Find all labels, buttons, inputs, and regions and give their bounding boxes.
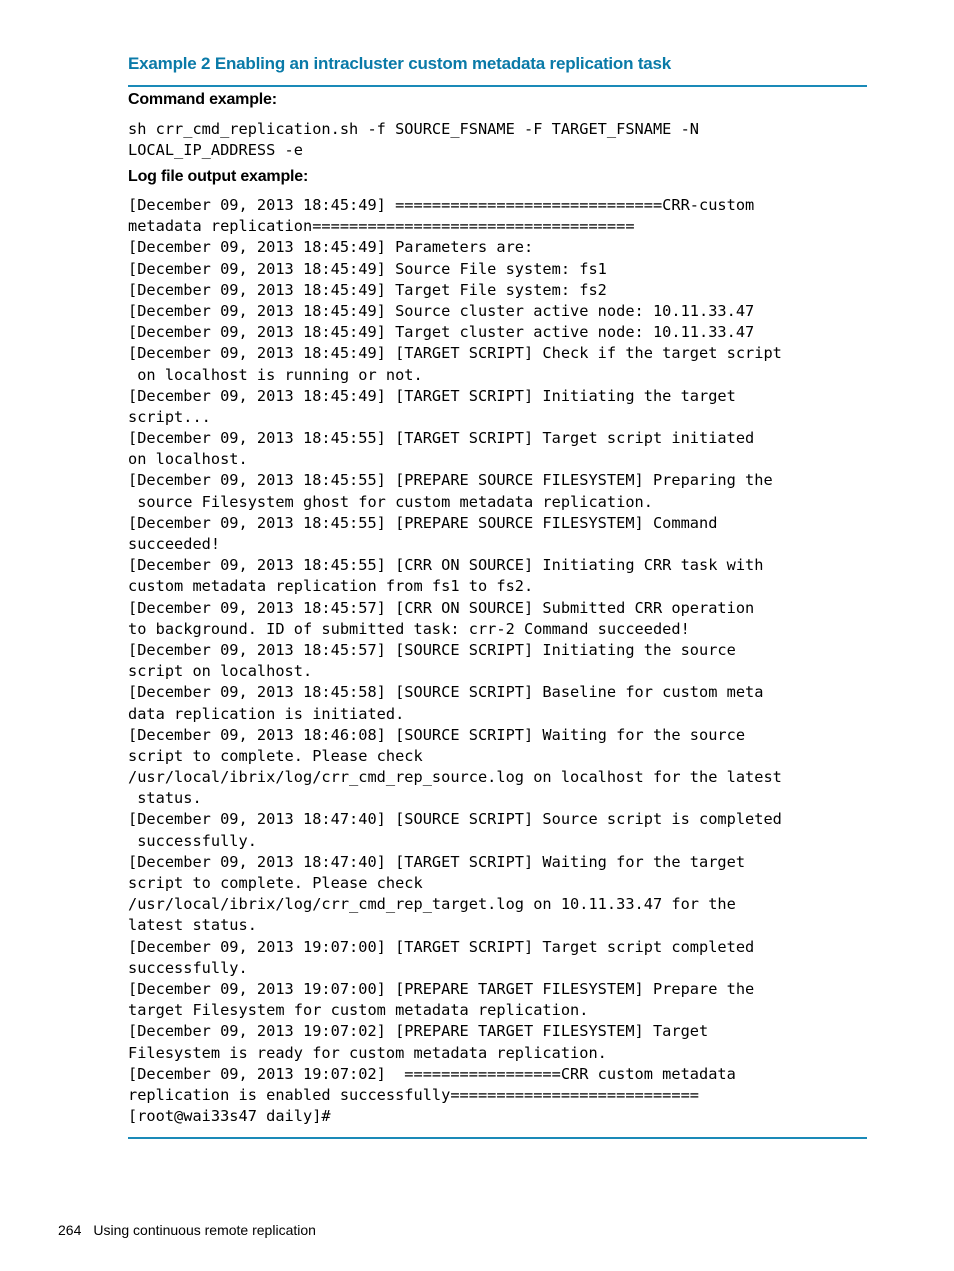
log-line: successfully. xyxy=(128,831,257,850)
log-line: [December 09, 2013 19:07:02] =================CRR custom metadata xyxy=(128,1064,736,1083)
log-line: [December 09, 2013 18:45:49] [TARGET SCRIPT] Initiating the target xyxy=(128,386,736,405)
log-line: to background. ID of submitted task: crr-2 Command succeeded! xyxy=(128,619,690,638)
log-line: latest status. xyxy=(128,916,257,935)
log-line: [December 09, 2013 19:07:00] [TARGET SCRIPT] Target script completed xyxy=(128,937,755,956)
log-line: [root@wai33s47 daily]# xyxy=(128,1107,331,1126)
log-line: on localhost is running or not. xyxy=(128,365,423,384)
command-example-label: Command example: xyxy=(128,91,277,108)
log-line: successfully. xyxy=(128,958,248,977)
log-line: [December 09, 2013 18:45:57] [SOURCE SCRIPT] Initiating the source xyxy=(128,640,736,659)
example-title: Example 2 Enabling an intracluster custom metadata replication task xyxy=(128,54,672,73)
log-line: succeeded! xyxy=(128,535,221,553)
page-number: 264 xyxy=(58,1222,82,1238)
log-line: [December 09, 2013 18:45:49] [TARGET SCRIPT] Check if the target script xyxy=(128,344,782,363)
log-line: [December 09, 2013 18:45:49] Source File system: fs1 xyxy=(128,259,607,278)
log-line: replication is enabled successfully=========================== xyxy=(128,1085,699,1104)
log-output-label: Log file output example: xyxy=(128,168,309,185)
log-line: custom metadata replication from fs1 to fs2. xyxy=(128,577,534,596)
log-line: status. xyxy=(128,789,202,808)
log-line: script... xyxy=(128,407,211,426)
page-footer xyxy=(58,1222,316,1238)
log-line: [December 09, 2013 18:45:49] Source cluster active node: 10.11.33.47 xyxy=(128,301,755,320)
log-line: script on localhost. xyxy=(128,662,313,681)
command-line: LOCAL_IP_ADDRESS -e xyxy=(128,141,303,160)
log-line: on localhost. xyxy=(128,450,248,469)
log-line: [December 09, 2013 18:45:55] [CRR ON SOURCE] Initiating CRR task with xyxy=(128,556,764,575)
log-line: [December 09, 2013 19:07:02] [PREPARE TARGET FILESYSTEM] Target xyxy=(128,1022,709,1041)
log-line: [December 09, 2013 18:46:08] [SOURCE SCRIPT] Waiting for the source xyxy=(128,725,746,744)
log-line: [December 09, 2013 18:47:40] [TARGET SCRIPT] Waiting for the target xyxy=(128,852,746,871)
log-line: [December 09, 2013 18:45:58] [SOURCE SCRIPT] Baseline for custom meta xyxy=(128,683,764,702)
log-line: source Filesystem ghost for custom metadata replication. xyxy=(128,492,653,511)
log-line: [December 09, 2013 18:45:57] [CRR ON SOURCE] Submitted CRR operation xyxy=(128,598,755,617)
footer-section-title: Using continuous remote replication xyxy=(93,1222,316,1238)
command-code-block xyxy=(128,119,873,161)
log-output-block xyxy=(128,195,873,1127)
log-line: [December 09, 2013 18:45:55] [TARGET SCRIPT] Target script initiated xyxy=(128,429,755,448)
log-line: /usr/local/ibrix/log/crr_cmd_rep_source.log on localhost for the latest xyxy=(128,768,782,787)
log-line: [December 09, 2013 19:07:00] [PREPARE TARGET FILESYSTEM] Prepare the xyxy=(128,979,755,998)
command-line: sh crr_cmd_replication.sh -f SOURCE_FSNAME -F TARGET_FSNAME -N xyxy=(128,120,699,138)
log-line: [December 09, 2013 18:45:55] [PREPARE SOURCE FILESYSTEM] Command xyxy=(128,513,718,532)
log-line: [December 09, 2013 18:45:49] Parameters are: xyxy=(128,238,534,257)
log-line: script to complete. Please check xyxy=(128,746,423,765)
log-line: [December 09, 2013 18:45:49] Target cluster active node: 10.11.33.47 xyxy=(128,323,755,342)
log-line: [December 09, 2013 18:47:40] [SOURCE SCRIPT] Source script is completed xyxy=(128,810,782,829)
log-line: [December 09, 2013 18:45:49] Target File system: fs2 xyxy=(128,280,607,299)
log-line: /usr/local/ibrix/log/crr_cmd_rep_target.log on 10.11.33.47 for the xyxy=(128,895,736,914)
log-line: target Filesystem for custom metadata replication. xyxy=(128,1001,589,1020)
bottom-rule xyxy=(128,1137,867,1139)
log-line: [December 09, 2013 18:45:55] [PREPARE SOURCE FILESYSTEM] Preparing the xyxy=(128,471,773,490)
log-line: Filesystem is ready for custom metadata replication. xyxy=(128,1043,607,1062)
top-rule xyxy=(128,85,867,87)
log-line: data replication is initiated. xyxy=(128,704,405,723)
log-line: script to complete. Please check xyxy=(128,874,423,892)
log-line: [December 09, 2013 18:45:49] =============================CRR-custom xyxy=(128,196,755,214)
log-line: metadata replication=================================== xyxy=(128,217,635,236)
